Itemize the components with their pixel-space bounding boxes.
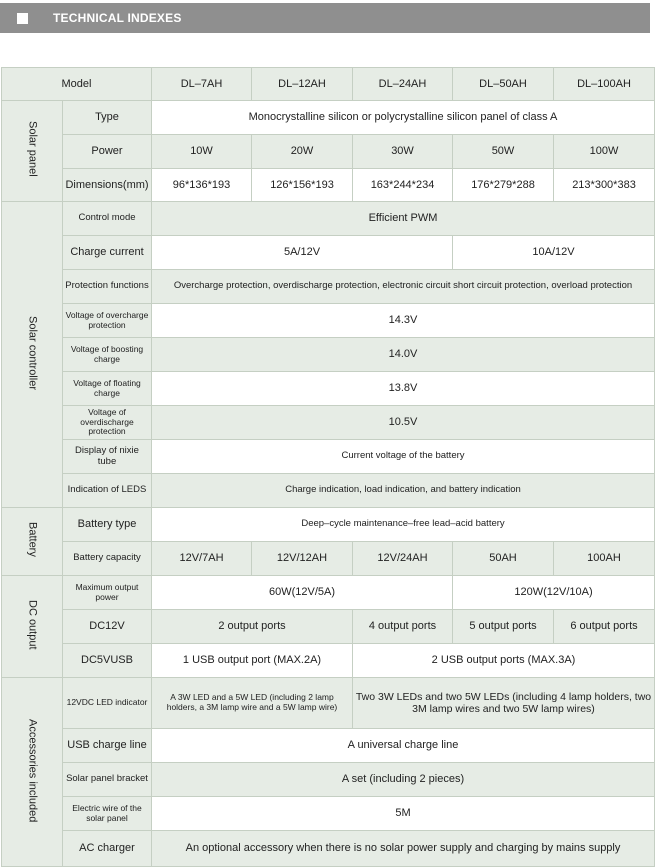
power-value: 30W: [353, 135, 453, 169]
table-row: [2, 678, 655, 729]
table-row: [2, 797, 655, 831]
category-accessories: Accessories included: [2, 678, 63, 867]
table-row: [2, 763, 655, 797]
panel-type-value: Monocrystalline silicon or polycrystalline silicon panel of class A: [152, 101, 655, 135]
row-label-leds: Indication of LEDS: [63, 474, 152, 508]
model-dl12ah: DL–12AH: [252, 68, 353, 101]
row-label-max-output-power: Maximum output power: [63, 576, 152, 610]
dimensions-value: 126*156*193: [252, 169, 353, 202]
row-label-protection: Protection functions: [63, 270, 152, 304]
power-value: 50W: [453, 135, 554, 169]
table-row: [2, 440, 655, 474]
table-row: [2, 729, 655, 763]
protection-value: Overcharge protection, overdischarge protection, electronic circuit short circuit protection, overload protection: [152, 270, 655, 304]
dimensions-value: 176*279*288: [453, 169, 554, 202]
row-label-nixie-tube: Display of nixie tube: [63, 440, 152, 474]
battery-capacity-value: 12V/7AH: [152, 542, 252, 576]
dc5vusb-value: 1 USB output port (MAX.2A): [152, 644, 353, 678]
row-label-usb-charge-line: USB charge line: [63, 729, 152, 763]
table-row: [2, 644, 655, 678]
power-value: 10W: [152, 135, 252, 169]
section-header: [0, 3, 650, 33]
table-row: [2, 304, 655, 338]
dc12v-value: 5 output ports: [453, 610, 554, 644]
row-label-overdischarge-voltage: Voltage of overdischarge protection: [63, 406, 152, 440]
panel-bracket-value: A set (including 2 pieces): [152, 763, 655, 797]
battery-capacity-value: 12V/24AH: [353, 542, 453, 576]
square-bullet-icon: [17, 13, 28, 24]
row-label-type: Type: [63, 101, 152, 135]
overdischarge-voltage-value: 10.5V: [152, 406, 655, 440]
power-value: 100W: [554, 135, 655, 169]
table-row: [2, 610, 655, 644]
dimensions-value: 163*244*234: [353, 169, 453, 202]
led-indicator-value: A 3W LED and a 5W LED (including 2 lamp holders, a 3M lamp wire and a 5W lamp wire): [152, 678, 353, 729]
battery-capacity-value: 50AH: [453, 542, 554, 576]
leds-value: Charge indication, load indication, and battery indication: [152, 474, 655, 508]
table-row: [2, 542, 655, 576]
dc5vusb-value: 2 USB output ports (MAX.3A): [353, 644, 655, 678]
model-dl24ah: DL–24AH: [353, 68, 453, 101]
dimensions-value: 213*300*383: [554, 169, 655, 202]
nixie-tube-value: Current voltage of the battery: [152, 440, 655, 474]
row-label-overcharge-voltage: Voltage of overcharge protection: [63, 304, 152, 338]
category-solar-panel: Solar panel: [2, 101, 63, 202]
category-dc-output: DC output: [2, 576, 63, 678]
usb-charge-line-value: A universal charge line: [152, 729, 655, 763]
power-value: 20W: [252, 135, 353, 169]
boost-voltage-value: 14.0V: [152, 338, 655, 372]
led-indicator-value: Two 3W LEDs and two 5W LEDs (including 4 lamp holders, two 3M lamp wires and two 5W lamp wires): [353, 678, 655, 729]
table-row: [2, 135, 655, 169]
dc12v-value: 4 output ports: [353, 610, 453, 644]
table-row: [2, 236, 655, 270]
model-dl7ah: DL–7AH: [152, 68, 252, 101]
dc12v-value: 2 output ports: [152, 610, 353, 644]
row-label-float-voltage: Voltage of floating charge: [63, 372, 152, 406]
table-row: [2, 508, 655, 542]
row-label-led-indicator: 12VDC LED indicator: [63, 678, 152, 729]
technical-indexes-table: [1, 67, 655, 867]
row-label-power: Power: [63, 135, 152, 169]
charge-current-value: 10A/12V: [453, 236, 655, 270]
control-mode-value: Efficient PWM: [152, 202, 655, 236]
dc12v-value: 6 output ports: [554, 610, 655, 644]
table-row: [2, 576, 655, 610]
table-row-model: [2, 68, 655, 101]
row-label-ac-charger: AC charger: [63, 831, 152, 867]
section-title: TECHNICAL INDEXES: [53, 11, 182, 25]
table-row: [2, 101, 655, 135]
table-row: [2, 474, 655, 508]
float-voltage-value: 13.8V: [152, 372, 655, 406]
table-row: [2, 338, 655, 372]
category-solar-controller: Solar controller: [2, 202, 63, 508]
row-label-battery-capacity: Battery capacity: [63, 542, 152, 576]
row-label-dc5vusb: DC5VUSB: [63, 644, 152, 678]
row-label-panel-bracket: Solar panel bracket: [63, 763, 152, 797]
table-row: [2, 270, 655, 304]
table-row: [2, 169, 655, 202]
ac-charger-value: An optional accessory when there is no solar power supply and charging by mains supply: [152, 831, 655, 867]
max-output-power-value: 60W(12V/5A): [152, 576, 453, 610]
dimensions-value: 96*136*193: [152, 169, 252, 202]
table-row: [2, 831, 655, 867]
row-label-dc12v: DC12V: [63, 610, 152, 644]
model-label: Model: [2, 68, 152, 101]
max-output-power-value: 120W(12V/10A): [453, 576, 655, 610]
row-label-dimensions: Dimensions(mm): [63, 169, 152, 202]
overcharge-voltage-value: 14.3V: [152, 304, 655, 338]
row-label-battery-type: Battery type: [63, 508, 152, 542]
row-label-control-mode: Control mode: [63, 202, 152, 236]
charge-current-value: 5A/12V: [152, 236, 453, 270]
battery-type-value: Deep–cycle maintenance–free lead–acid battery: [152, 508, 655, 542]
row-label-panel-wire: Electric wire of the solar panel: [63, 797, 152, 831]
table-row: [2, 406, 655, 440]
row-label-charge-current: Charge current: [63, 236, 152, 270]
battery-capacity-value: 100AH: [554, 542, 655, 576]
table-row: [2, 372, 655, 406]
row-label-boost-voltage: Voltage of boosting charge: [63, 338, 152, 372]
table-row: [2, 202, 655, 236]
battery-capacity-value: 12V/12AH: [252, 542, 353, 576]
model-dl50ah: DL–50AH: [453, 68, 554, 101]
category-battery: Battery: [2, 508, 63, 576]
model-dl100ah: DL–100AH: [554, 68, 655, 101]
panel-wire-value: 5M: [152, 797, 655, 831]
